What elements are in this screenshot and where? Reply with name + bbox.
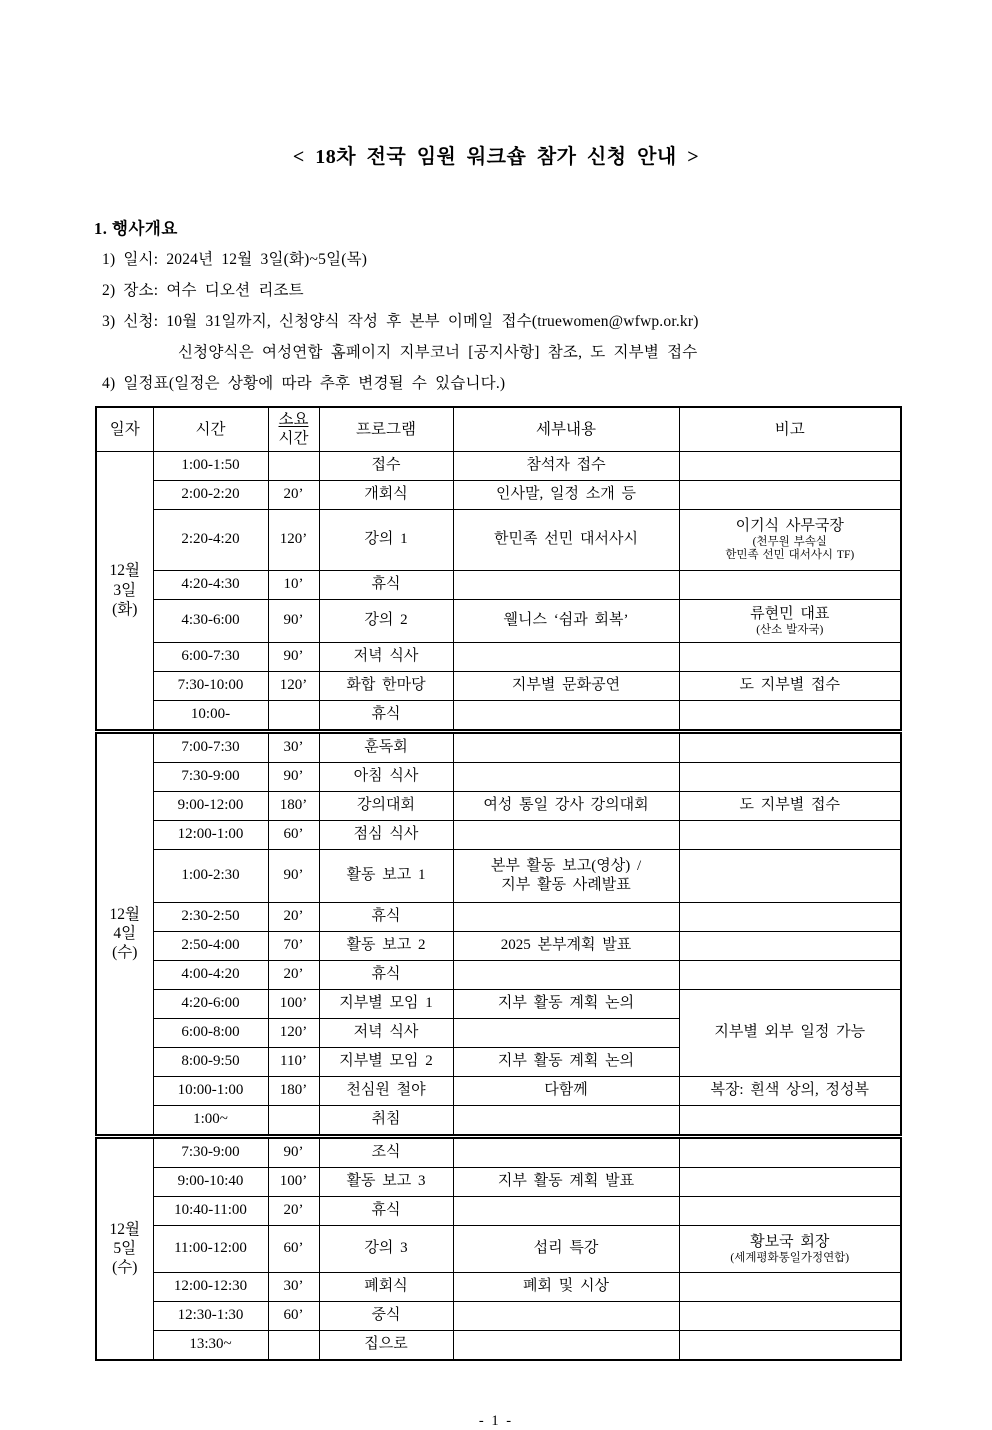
cell-program: 휴식	[319, 960, 453, 989]
cell-note	[679, 642, 901, 671]
day3-date-weekday: (수)	[112, 1259, 138, 1277]
day3-date-day: 5일	[113, 1240, 137, 1258]
cell-time: 10:00-	[153, 700, 268, 731]
cell-time: 10:40-11:00	[153, 1196, 268, 1225]
cell-duration: 100’	[268, 1167, 319, 1196]
cell-program: 휴식	[319, 1196, 453, 1225]
cell-note	[679, 1301, 901, 1330]
cell-details	[453, 1018, 679, 1047]
cell-note	[679, 960, 901, 989]
cell-program: 강의 2	[319, 599, 453, 642]
cell-duration	[268, 1105, 319, 1136]
day3-section	[96, 1136, 901, 1360]
cell-program: 활동 보고 1	[319, 849, 453, 902]
cell-time: 7:30-9:00	[153, 762, 268, 791]
day1-section	[96, 451, 901, 731]
section-heading: 1. 행사개요	[94, 219, 178, 238]
cell-details: 다함께	[453, 1076, 679, 1105]
cell-details	[453, 1196, 679, 1225]
cell-duration: 90’	[268, 599, 319, 642]
table-row	[96, 1301, 901, 1330]
cell-details: 여성 통일 강사 강의대회	[453, 791, 679, 820]
table-row	[96, 791, 901, 820]
cell-duration: 180’	[268, 791, 319, 820]
cell-details	[453, 762, 679, 791]
cell-note	[679, 1167, 901, 1196]
cell-details	[453, 820, 679, 849]
table-row	[96, 1196, 901, 1225]
note-main: 류현민 대표	[750, 605, 830, 622]
page-number: - 1 -	[478, 1412, 514, 1429]
cell-duration: 10’	[268, 570, 319, 599]
cell-program: 강의대회	[319, 791, 453, 820]
cell-duration: 120’	[268, 671, 319, 700]
cell-program: 아침 식사	[319, 762, 453, 791]
table-row	[96, 989, 901, 1018]
cell-program: 저녁 식사	[319, 642, 453, 671]
note-sub: (천무원 부속실	[752, 535, 827, 548]
cell-program: 천심원 철야	[319, 1076, 453, 1105]
cell-note	[679, 849, 901, 902]
cell-note	[679, 1105, 901, 1136]
cell-note	[679, 731, 901, 762]
cell-note	[679, 700, 901, 731]
cell-details	[453, 1136, 679, 1167]
page-title: < 18차 전국 임원 워크숍 참가 신청 안내 >	[292, 146, 700, 168]
cell-duration	[268, 700, 319, 731]
cell-duration: 20’	[268, 902, 319, 931]
cell-program: 개회식	[319, 480, 453, 509]
cell-duration: 60’	[268, 1301, 319, 1330]
cell-time: 10:00-1:00	[153, 1076, 268, 1105]
cell-details	[453, 642, 679, 671]
table-row	[96, 931, 901, 960]
cell-time: 6:00-7:30	[153, 642, 268, 671]
col-header-duration-line2: 시간	[278, 430, 309, 448]
cell-duration: 120’	[268, 509, 319, 570]
schedule-header	[96, 407, 901, 451]
table-row	[96, 1225, 901, 1272]
table-row	[96, 820, 901, 849]
note-main: 황보국 회장	[750, 1233, 830, 1250]
schedule-table	[95, 406, 902, 1361]
cell-note	[679, 509, 901, 570]
cell-program: 화합 한마당	[319, 671, 453, 700]
cell-time: 8:00-9:50	[153, 1047, 268, 1076]
cell-time: 2:30-2:50	[153, 902, 268, 931]
cell-program: 접수	[319, 451, 453, 480]
cell-program: 조식	[319, 1136, 453, 1167]
cell-details: 지부 활동 계획 발표	[453, 1167, 679, 1196]
cell-duration: 60’	[268, 1225, 319, 1272]
cell-program: 휴식	[319, 700, 453, 731]
cell-duration: 20’	[268, 960, 319, 989]
day3-date-month: 12월	[109, 1220, 140, 1238]
cell-details	[453, 1105, 679, 1136]
cell-duration: 70’	[268, 931, 319, 960]
cell-note	[679, 480, 901, 509]
cell-duration: 90’	[268, 1136, 319, 1167]
cell-note-merged: 지부별 외부 일정 가능	[679, 989, 901, 1076]
cell-details: 지부별 문화공연	[453, 671, 679, 700]
overview-item-schedule-note: 4) 일정표(일정은 상황에 따라 추후 변경될 수 있습니다.)	[102, 375, 506, 392]
cell-time: 2:20-4:20	[153, 509, 268, 570]
col-header-program: 프로그램	[319, 407, 453, 451]
cell-program: 집으로	[319, 1330, 453, 1360]
cell-details: 인사말, 일정 소개 등	[453, 480, 679, 509]
cell-note: 도 지부별 접수	[679, 671, 901, 700]
cell-time: 11:00-12:00	[153, 1225, 268, 1272]
cell-program: 중식	[319, 1301, 453, 1330]
cell-details: 2025 본부계획 발표	[453, 931, 679, 960]
table-row	[96, 849, 901, 902]
table-row	[96, 1136, 901, 1167]
table-row	[96, 1076, 901, 1105]
cell-duration: 90’	[268, 849, 319, 902]
table-row	[96, 642, 901, 671]
cell-duration: 30’	[268, 1272, 319, 1301]
detail-line: 본부 활동 보고(영상) /	[490, 858, 642, 874]
cell-duration	[268, 451, 319, 480]
cell-time: 1:00-2:30	[153, 849, 268, 902]
cell-duration	[268, 1330, 319, 1360]
cell-details: 참석자 접수	[453, 451, 679, 480]
day2-date-cell	[96, 731, 153, 1136]
cell-time: 2:00-2:20	[153, 480, 268, 509]
cell-note	[679, 762, 901, 791]
day2-date-day: 4일	[113, 925, 137, 943]
cell-time: 12:30-1:30	[153, 1301, 268, 1330]
cell-duration: 60’	[268, 820, 319, 849]
cell-details: 웰니스 ‘쉼과 회복’	[453, 599, 679, 642]
cell-details	[453, 731, 679, 762]
table-row	[96, 700, 901, 731]
cell-time: 7:30-9:00	[153, 1136, 268, 1167]
table-row	[96, 960, 901, 989]
cell-time: 9:00-10:40	[153, 1167, 268, 1196]
cell-details: 폐회 및 시상	[453, 1272, 679, 1301]
cell-duration: 90’	[268, 642, 319, 671]
cell-time: 12:00-12:30	[153, 1272, 268, 1301]
note-main: 이기식 사무국장	[735, 518, 844, 535]
cell-time: 1:00-1:50	[153, 451, 268, 480]
cell-program: 강의 3	[319, 1225, 453, 1272]
col-header-duration-line1: 소요	[278, 411, 309, 428]
cell-details	[453, 700, 679, 731]
cell-note: 도 지부별 접수	[679, 791, 901, 820]
col-header-date: 일자	[96, 407, 153, 451]
cell-program: 지부별 모임 1	[319, 989, 453, 1018]
cell-time: 7:30-10:00	[153, 671, 268, 700]
table-row	[96, 451, 901, 480]
cell-note	[679, 931, 901, 960]
table-row	[96, 570, 901, 599]
day2-date-month: 12월	[109, 905, 140, 923]
cell-note	[679, 599, 901, 642]
cell-details: 지부 활동 계획 논의	[453, 1047, 679, 1076]
cell-program: 저녁 식사	[319, 1018, 453, 1047]
cell-note	[679, 1136, 901, 1167]
cell-note	[679, 820, 901, 849]
cell-time: 2:50-4:00	[153, 931, 268, 960]
cell-time: 4:20-4:30	[153, 570, 268, 599]
table-row	[96, 1167, 901, 1196]
cell-details	[453, 570, 679, 599]
table-row	[96, 731, 901, 762]
table-row	[96, 762, 901, 791]
col-header-note: 비고	[679, 407, 901, 451]
col-header-time: 시간	[153, 407, 268, 451]
cell-program: 활동 보고 3	[319, 1167, 453, 1196]
cell-program: 강의 1	[319, 509, 453, 570]
cell-details	[453, 849, 679, 902]
cell-note	[679, 1196, 901, 1225]
cell-program: 점심 식사	[319, 820, 453, 849]
cell-program: 휴식	[319, 902, 453, 931]
day3-date-cell	[96, 1136, 153, 1360]
cell-details: 섭리 특강	[453, 1225, 679, 1272]
overview-item-application-cont: 신청양식은 여성연합 홈페이지 지부코너 [공지사항] 참조, 도 지부별 접수	[178, 344, 698, 361]
day1-date-weekday: (화)	[112, 600, 138, 618]
overview-item-date: 1) 일시: 2024년 12월 3일(화)~5일(목)	[102, 251, 368, 268]
cell-details	[453, 960, 679, 989]
note-sub: 한민족 선민 대서사시 TF)	[725, 549, 855, 562]
table-row	[96, 1330, 901, 1360]
table-row	[96, 509, 901, 570]
cell-time: 4:30-6:00	[153, 599, 268, 642]
overview-item-venue: 2) 장소: 여수 디오션 리조트	[102, 282, 304, 299]
note-sub: (세계평화통일가정연합)	[730, 1251, 850, 1264]
cell-program: 지부별 모임 2	[319, 1047, 453, 1076]
cell-note	[679, 451, 901, 480]
cell-time: 6:00-8:00	[153, 1018, 268, 1047]
cell-program: 폐회식	[319, 1272, 453, 1301]
table-row	[96, 599, 901, 642]
cell-details	[453, 902, 679, 931]
cell-duration: 180’	[268, 1076, 319, 1105]
table-row	[96, 1272, 901, 1301]
cell-time: 12:00-1:00	[153, 820, 268, 849]
day2-section	[96, 731, 901, 1136]
note-sub: (산소 발자국)	[756, 623, 824, 636]
cell-details: 지부 활동 계획 논의	[453, 989, 679, 1018]
detail-line: 지부 활동 사례발표	[501, 876, 631, 893]
day1-date-day: 3일	[113, 581, 137, 599]
cell-duration: 20’	[268, 480, 319, 509]
cell-time: 7:00-7:30	[153, 731, 268, 762]
cell-duration: 110’	[268, 1047, 319, 1076]
cell-note: 복장: 흰색 상의, 정성복	[679, 1076, 901, 1105]
col-header-details: 세부내용	[453, 407, 679, 451]
cell-duration: 30’	[268, 731, 319, 762]
cell-program: 활동 보고 2	[319, 931, 453, 960]
cell-time: 4:00-4:20	[153, 960, 268, 989]
day2-date-weekday: (수)	[112, 944, 138, 962]
cell-note	[679, 1272, 901, 1301]
day1-date-month: 12월	[109, 562, 140, 580]
cell-duration: 120’	[268, 1018, 319, 1047]
cell-time: 9:00-12:00	[153, 791, 268, 820]
cell-time: 13:30~	[153, 1330, 268, 1360]
cell-duration: 90’	[268, 762, 319, 791]
cell-program: 휴식	[319, 570, 453, 599]
cell-note	[679, 1225, 901, 1272]
table-row	[96, 902, 901, 931]
cell-details	[453, 1330, 679, 1360]
cell-note	[679, 1330, 901, 1360]
table-row	[96, 480, 901, 509]
cell-note	[679, 902, 901, 931]
cell-time: 1:00~	[153, 1105, 268, 1136]
cell-duration: 100’	[268, 989, 319, 1018]
cell-note	[679, 570, 901, 599]
cell-duration: 20’	[268, 1196, 319, 1225]
table-row	[96, 1105, 901, 1136]
event-overview	[102, 251, 992, 393]
cell-details	[453, 1301, 679, 1330]
overview-item-application: 3) 신청: 10월 31일까지, 신청양식 작성 후 본부 이메일 접수(truewomen@wfwp.or.kr)	[102, 313, 699, 330]
cell-program: 취침	[319, 1105, 453, 1136]
col-header-duration	[268, 407, 319, 451]
cell-program: 훈독회	[319, 731, 453, 762]
day1-date-cell	[96, 451, 153, 731]
cell-details: 한민족 선민 대서사시	[453, 509, 679, 570]
cell-time: 4:20-6:00	[153, 989, 268, 1018]
table-row	[96, 671, 901, 700]
header-row	[96, 407, 901, 451]
